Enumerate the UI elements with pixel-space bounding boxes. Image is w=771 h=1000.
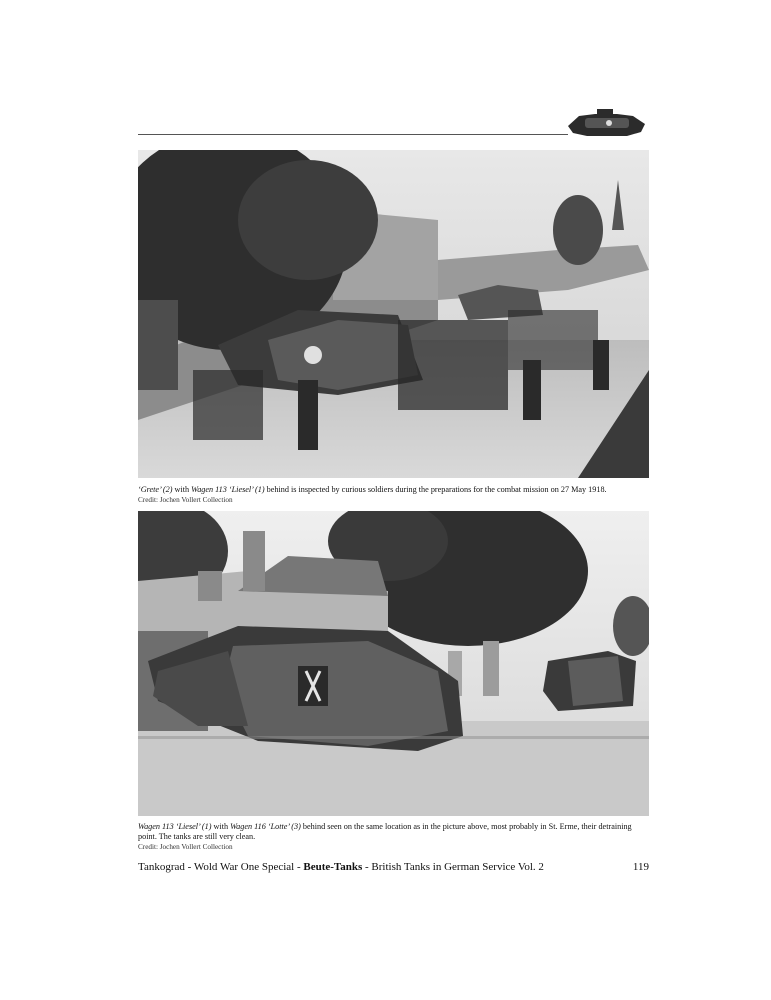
caption-tank-name: Wagen 113 ‘Liesel’ (1): [138, 822, 212, 831]
caption-text: with: [211, 822, 231, 831]
photo-caption-2: [138, 822, 649, 852]
caption-tank-name: ‘Grete’ (2): [138, 485, 173, 494]
photo-caption-1: [138, 485, 649, 505]
footer-title-prefix: Tankograd - Wold War One Special -: [138, 861, 304, 873]
footer-title-bold: Beute-Tanks: [303, 861, 363, 873]
caption-tank-name: Wagen 113 ‘Liesel’ (1): [191, 485, 265, 494]
photo-tanks-inspected-by-soldiers: [138, 150, 649, 478]
page-number: 119: [632, 861, 649, 873]
footer-title: [138, 861, 544, 873]
tank-silhouette-icon: [565, 106, 649, 138]
photo-tanks-on-street: [138, 511, 649, 816]
caption-text: with: [172, 485, 192, 494]
caption-tank-name: Wagen 116 ‘Lotte’ (3): [230, 822, 301, 831]
footer-title-suffix: - British Tanks in German Service Vol. 2: [362, 861, 544, 873]
photo-credit: Credit: Jochen Vollert Collection: [138, 496, 233, 504]
caption-text: behind seen on the same location as in the picture above, most probably in St. Erme, their detraining point. The tanks are still very clean.: [138, 822, 632, 841]
photo-credit: Credit: Jochen Vollert Collection: [138, 843, 233, 851]
header-rule: [138, 134, 568, 135]
caption-text: behind is inspected by curious soldiers during the preparations for the combat mission on 27 May 1918.: [264, 485, 607, 494]
page-footer: [138, 861, 649, 873]
